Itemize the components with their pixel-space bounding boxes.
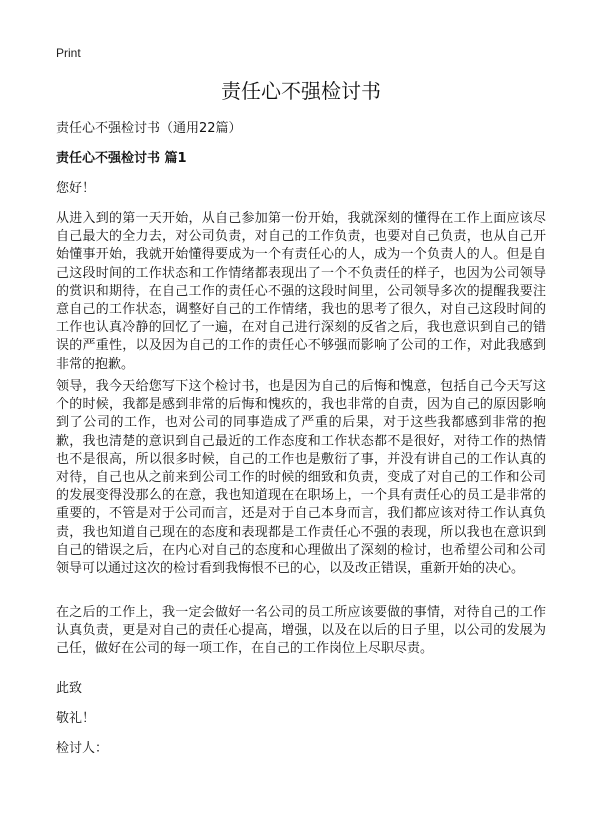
page-title: 责任心不强检讨书 [221,79,381,103]
paragraph-1: 从进入到的第一天开始，从自己参加第一份开始，我就深刻的懂得在工作上面应该尽自己最大的全力去，对公司负责，对自己的工作负责，也要对自己负责，也从自己开始懂事开始，我就开始懂得要成为一个有责任心的人，成为一个负责人的人。但是自己这段时间的工作状态和工作情绪都表现出了一个不负责任的样子，也因为公司领导的赏识和期待，在自己工作的责任心不强的这段时间里，公司领导多次的提醒我要注意自己的工作状态，调整好自己的工作情绪，我也的思考了很久，对自己这段时间的工作也认真冷静的回忆了一遍，在对自己进行深刻的反省之后，我也意识到自己的错误的严重性，以及因为自己的工作的责任心不够强而影响了公司的工作，对此我感到非常的抱歉。 [56,211,546,372]
greeting: 您好！ [56,181,96,196]
paragraph-3: 在之后的工作上，我一定会做好一名公司的员工所应该要做的事情，对待自己的工作认真负责，更是对自己的责任心提高，增强，以及在以后的日子里，以公司的发展为己任，做好在公司的每一项工作，在自己的工作岗位上尽职尽责。 [56,605,546,657]
signature-label: 检讨人： [56,741,109,756]
paragraph-2: 领导，我今天给您写下这个检讨书，也是因为自己的后悔和愧意，包括自己今天写这个的时候，我都是感到非常的后悔和愧疚的，我也非常的自责，因为自己的原因影响到了公司的工作，也对公司的同事造成了严重的后果，对于这些我都感到非常的抱歉，我也清楚的意识到自己最近的工作态度和工作状态都不是很好，对待工作的热情也不是很高，所以很多时候，自己的工作也是敷衍了事，并没有讲自己的工作认真的对待，自己也从之前来到公司工作的时候的细致和负责，变成了对自己的工作和公司的发展变得没那么的在意，我也知道现在在职场上，一个具有责任心的员工是非常的重要的，不管是对于公司而言，还是对于自己本身而言，我们都应该对待工作认真负责，我也知道自己现在的态度和表现都是工作责任心不强的表现，所以我也在意识到自己的错误之后，在内心对自己的态度和心理做出了深刻的检讨，也希望公司和公司领导可以通过这次的检讨看到我悔恨不已的心，以及改正错误，重新开始的决心。 [56,379,546,577]
print-label: Print [56,46,81,60]
closing-regards: 敬礼！ [56,711,96,726]
closing-salutation: 此致 [56,681,83,696]
document-subtitle: 责任心不强检讨书（通用22篇） [56,121,242,136]
section-heading: 责任心不强检讨书 篇1 [56,151,187,166]
